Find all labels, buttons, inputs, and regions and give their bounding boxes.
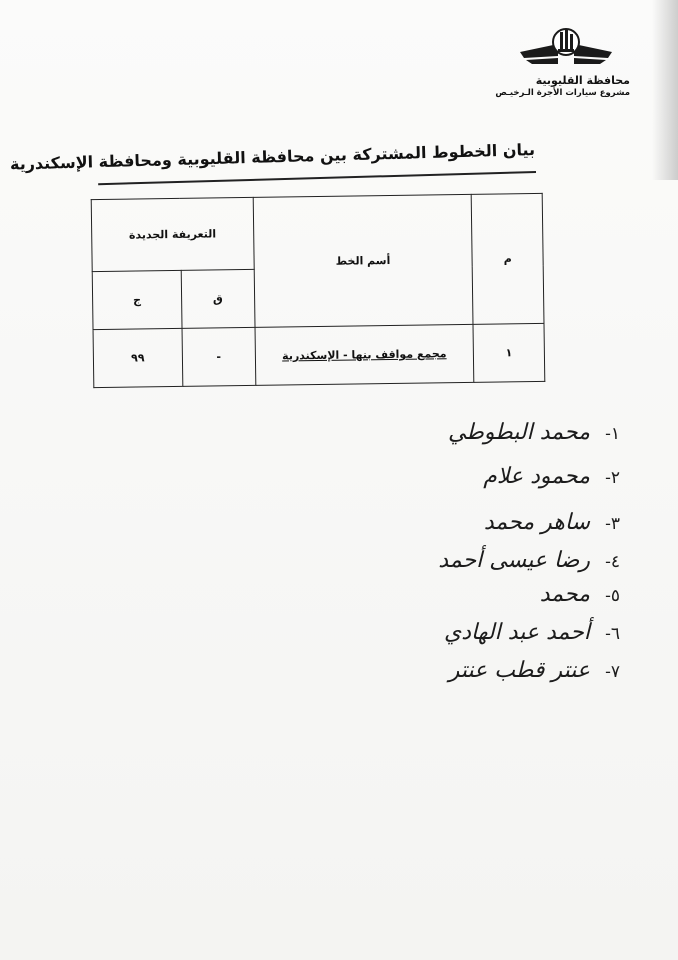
row-index: ١ <box>473 323 545 382</box>
signature-item <box>380 548 620 582</box>
signature-number: ١- <box>605 424 620 444</box>
signature-name: أحمد عبد الهادي <box>444 620 590 645</box>
signature-number: ٥- <box>605 586 620 606</box>
signature-item <box>380 464 620 498</box>
signature-number: ٢- <box>605 468 620 488</box>
header-fare-q: ق <box>181 269 255 328</box>
org-project: مشروع سيارات الأجرة الـرخيـص <box>495 88 630 98</box>
organization-logo <box>495 22 630 98</box>
org-name: محافظة القليوبية <box>535 74 630 87</box>
signature-item <box>380 620 620 654</box>
signature-item <box>380 420 620 454</box>
signature-item <box>380 510 620 544</box>
page-title: بيان الخطوط المشتركة بين محافظة القليوبية ومحافظة الإسكندرية <box>9 140 536 174</box>
header-fare-g: ج <box>92 270 182 329</box>
header-new-fare: التعريفة الجديدة <box>91 197 254 271</box>
signature-name: عنتر قطب عنتر <box>448 658 590 683</box>
signature-name: محمد البطوطي <box>448 420 590 445</box>
header-line-name: أسم الخط <box>253 194 473 327</box>
signature-number: ٦- <box>605 624 620 644</box>
signature-number: ٣- <box>605 514 620 534</box>
signature-name: رضا عيسى أحمد <box>438 548 590 573</box>
row-fare-q: - <box>182 327 256 386</box>
title-underline <box>98 171 536 185</box>
row-line-name: مجمع مواقف بنها - الإسكندرية <box>282 347 447 363</box>
signature-item <box>380 582 620 616</box>
lines-table <box>91 193 546 387</box>
signature-name: ساهر محمد <box>483 510 590 535</box>
signature-item <box>380 658 620 692</box>
winged-emblem-icon <box>518 22 614 72</box>
signature-name: محمد <box>539 582 590 607</box>
table-row <box>93 323 545 387</box>
row-fare-g: ٩٩ <box>93 328 183 387</box>
page-edge-shadow <box>652 0 678 180</box>
signature-number: ٧- <box>605 662 620 682</box>
signature-name: محمود علام <box>483 464 590 489</box>
header-index: م <box>471 193 544 324</box>
signature-number: ٤- <box>605 552 620 572</box>
